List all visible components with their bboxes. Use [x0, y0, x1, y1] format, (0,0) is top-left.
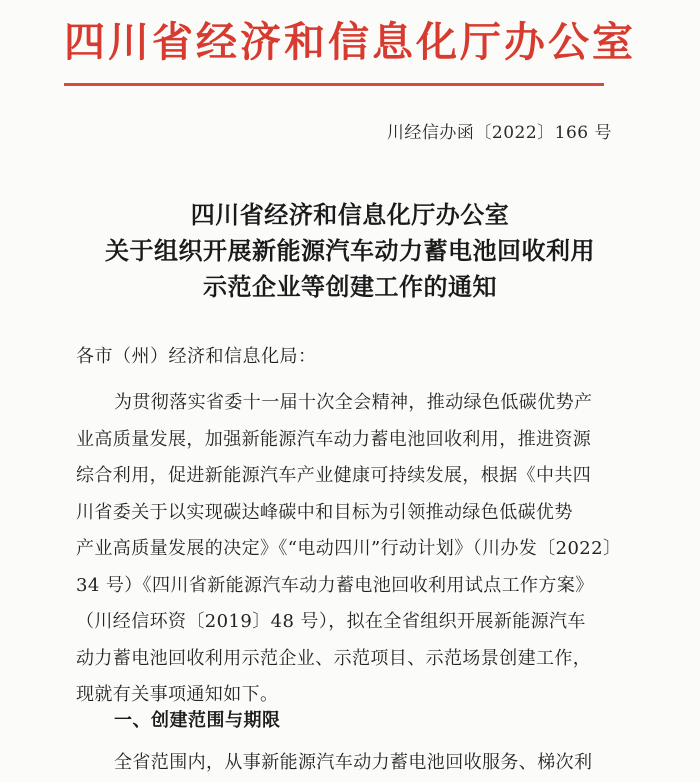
- letterhead-title: 四川省经济和信息化厅办公室: [64, 18, 636, 66]
- red-divider-line: [64, 83, 604, 86]
- body-line: 为贯彻落实省委十一届十次全会精神，推动绿色低碳优势产: [114, 392, 593, 413]
- section-heading: 一、创建范围与期限: [114, 710, 281, 731]
- body-line: 产业高质量发展的决定》《“电动四川”行动计划》（川办发〔2022〕: [76, 538, 622, 559]
- body-line: 现就有关事项通知如下。: [76, 684, 279, 705]
- notice-title: [0, 197, 700, 305]
- body-line: 川省委关于以实现碳达峰碳中和目标为引领推动绿色低碳优势: [76, 501, 573, 523]
- title-line-3: 示范企业等创建工作的通知: [203, 272, 497, 301]
- body-line: 综合利用，促进新能源汽车产业健康可持续发展，根据《中共四: [76, 465, 592, 486]
- body-line: 34 号）《四川省新能源汽车动力蓄电池回收利用试点工作方案》: [76, 574, 594, 596]
- title-line-2: 关于组织开展新能源汽车动力蓄电池回收利用: [105, 236, 595, 265]
- body-line: 动力蓄电池回收利用示范企业、示范项目、示范场景创建工作，: [76, 647, 592, 669]
- title-line-1: 四川省经济和信息化厅办公室: [190, 200, 510, 229]
- body-line: （川经信环资〔2019〕48 号），拟在全省组织开展新能源汽车: [76, 611, 586, 632]
- section-text: 全省范围内，从事新能源汽车动力蓄电池回收服务、梯次利: [114, 752, 593, 773]
- body-paragraph: [76, 385, 622, 714]
- body-line: 业高质量发展，加强新能源汽车动力蓄电池回收利用，推进资源: [76, 428, 592, 450]
- document-number: 川经信办函〔2022〕166 号: [386, 123, 612, 143]
- salutation: 各市（州）经济和信息化局：: [76, 346, 317, 367]
